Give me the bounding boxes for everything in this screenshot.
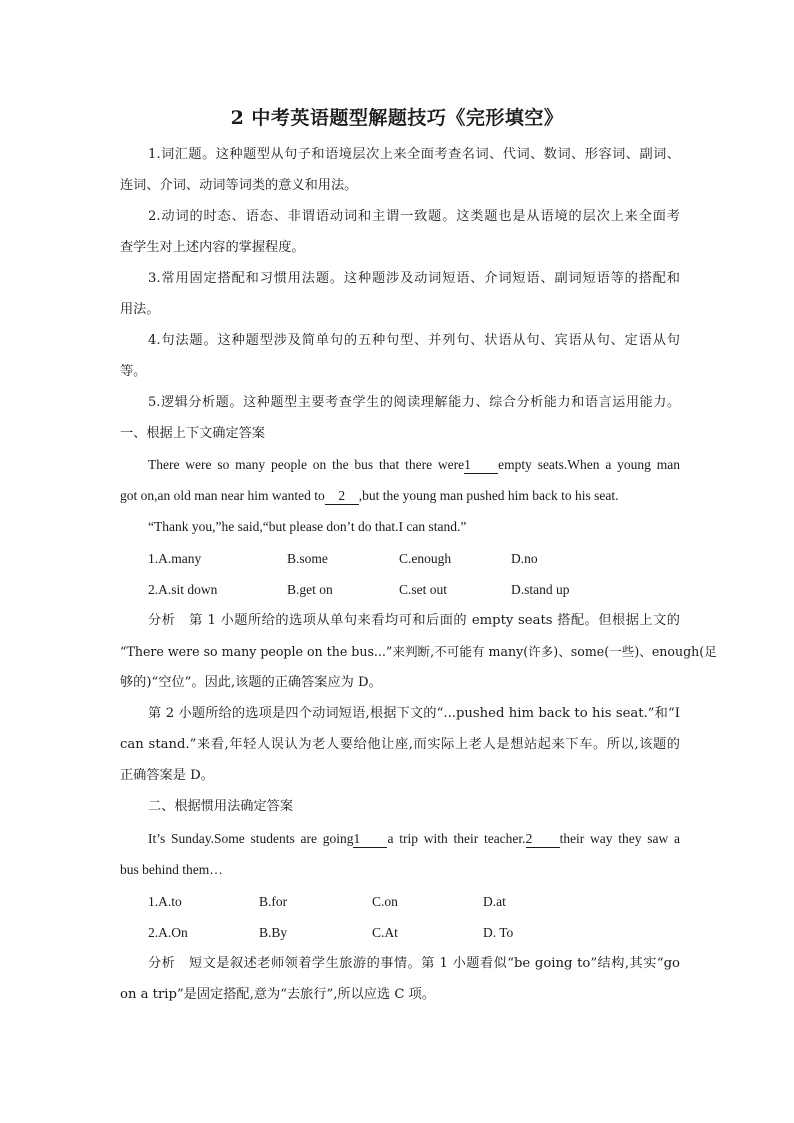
section-1-passage-line-2 xyxy=(120,486,680,506)
blank-2: 2 xyxy=(526,831,560,848)
option-text: B.some xyxy=(287,551,328,566)
option-text: B.get on xyxy=(287,582,333,597)
option-text: D.stand up xyxy=(511,582,570,597)
section-1-quote: “Thank you,”he said,“but please don’t do that.I can stand.” xyxy=(148,519,467,534)
question-type-4-line-2: 等。 xyxy=(120,364,147,379)
analysis-3-line-1: 分析 短文是叙述老师领着学生旅游的事情。第 1 小题看似“be going to”结构,其实“go xyxy=(148,956,680,971)
analysis-3-line-2: on a trip”是固定搭配,意为“去旅行”,所以应选 C 项。 xyxy=(120,987,436,1002)
analysis-2-line-1: 第 2 小题所给的选项是四个动词短语,根据下文的“...pushed him back to his seat.”和“I xyxy=(148,706,680,721)
option-text: D. To xyxy=(483,925,514,940)
blank-2: 2 xyxy=(325,488,359,505)
section-2-passage-line-2: bus behind them… xyxy=(120,862,223,877)
passage-text: There were so many people on the bus that there were xyxy=(148,457,465,472)
question-type-3-line-1: 3.常用固定搭配和习惯用法题。这种题涉及动词短语、介词短语、副词短语等的搭配和 xyxy=(148,271,680,286)
option-text: 2.A.On xyxy=(148,925,188,940)
section-2-heading: 二、根据惯用法确定答案 xyxy=(148,799,294,814)
question-type-4-line-1: 4.句法题。这种题型涉及简单句的五种句型、并列句、状语从句、宾语从句、定语从句 xyxy=(148,333,680,348)
option-text: C.set out xyxy=(399,582,448,597)
option-text: D.no xyxy=(511,551,538,566)
section-1-passage-line-1 xyxy=(148,455,680,475)
passage-text: got on,an old man near him wanted to xyxy=(120,488,325,503)
option-text: C.on xyxy=(372,894,398,909)
option-text: 1.A.many xyxy=(148,551,202,566)
question-type-1-line-2: 连词、介词、动词等词类的意义和用法。 xyxy=(120,178,358,193)
option-text: C.At xyxy=(372,925,398,940)
question-type-2-line-1: 2.动词的时态、语态、非谓语动词和主谓一致题。这类题也是从语境的层次上来全面考 xyxy=(148,209,680,224)
option-text: B.for xyxy=(259,894,288,909)
question-type-5-line: 5.逻辑分析题。这种题型主要考查学生的阅读理解能力、综合分析能力和语言运用能力。 xyxy=(148,395,680,410)
analysis-2-line-2: can stand.”来看,年轻人误认为老人要给他让座,而实际上老人是想站起来下车。所以,该题的 xyxy=(120,737,680,752)
option-text: B.By xyxy=(259,925,288,940)
passage-text: It’s Sunday.Some students are going xyxy=(148,831,354,846)
blank-1: 1 xyxy=(353,831,387,848)
passage-text: a trip with their teacher. xyxy=(387,831,526,846)
blank-1: 1 xyxy=(464,457,498,474)
question-type-1-line-1: 1.词汇题。这种题型从句子和语境层次上来全面考查名词、代词、数词、形容词、副词、 xyxy=(148,147,680,162)
option-text: 1.A.to xyxy=(148,894,182,909)
section-1-heading: 一、根据上下文确定答案 xyxy=(120,426,266,441)
analysis-1-line-3: 够的)“空位”。因此,该题的正确答案应为 D。 xyxy=(120,675,382,690)
analysis-1-line-1: 分析 第 1 小题所给的选项从单句来看均可和后面的 empty seats 搭配。但根据上文的 xyxy=(148,613,680,628)
passage-text: their way they saw a xyxy=(559,831,681,846)
page-title: 2 中考英语题型解题技巧《完形填空》 xyxy=(230,107,564,129)
question-type-2-line-2: 查学生对上述内容的掌握程度。 xyxy=(120,240,305,255)
question-type-3-line-2: 用法。 xyxy=(120,302,160,317)
section-2-passage-line-1 xyxy=(148,829,680,849)
analysis-1-line-2: “There were so many people on the bus...”来判断,不可能有 many(许多)、some(一些)、enough(足 xyxy=(120,644,717,659)
option-text: 2.A.sit down xyxy=(148,582,218,597)
passage-text: empty seats.When a young man xyxy=(498,457,680,472)
option-text: D.at xyxy=(483,894,506,909)
analysis-2-line-3: 正确答案是 D。 xyxy=(120,768,214,783)
option-text: C.enough xyxy=(399,551,452,566)
passage-text: ,but the young man pushed him back to his seat. xyxy=(358,488,619,503)
